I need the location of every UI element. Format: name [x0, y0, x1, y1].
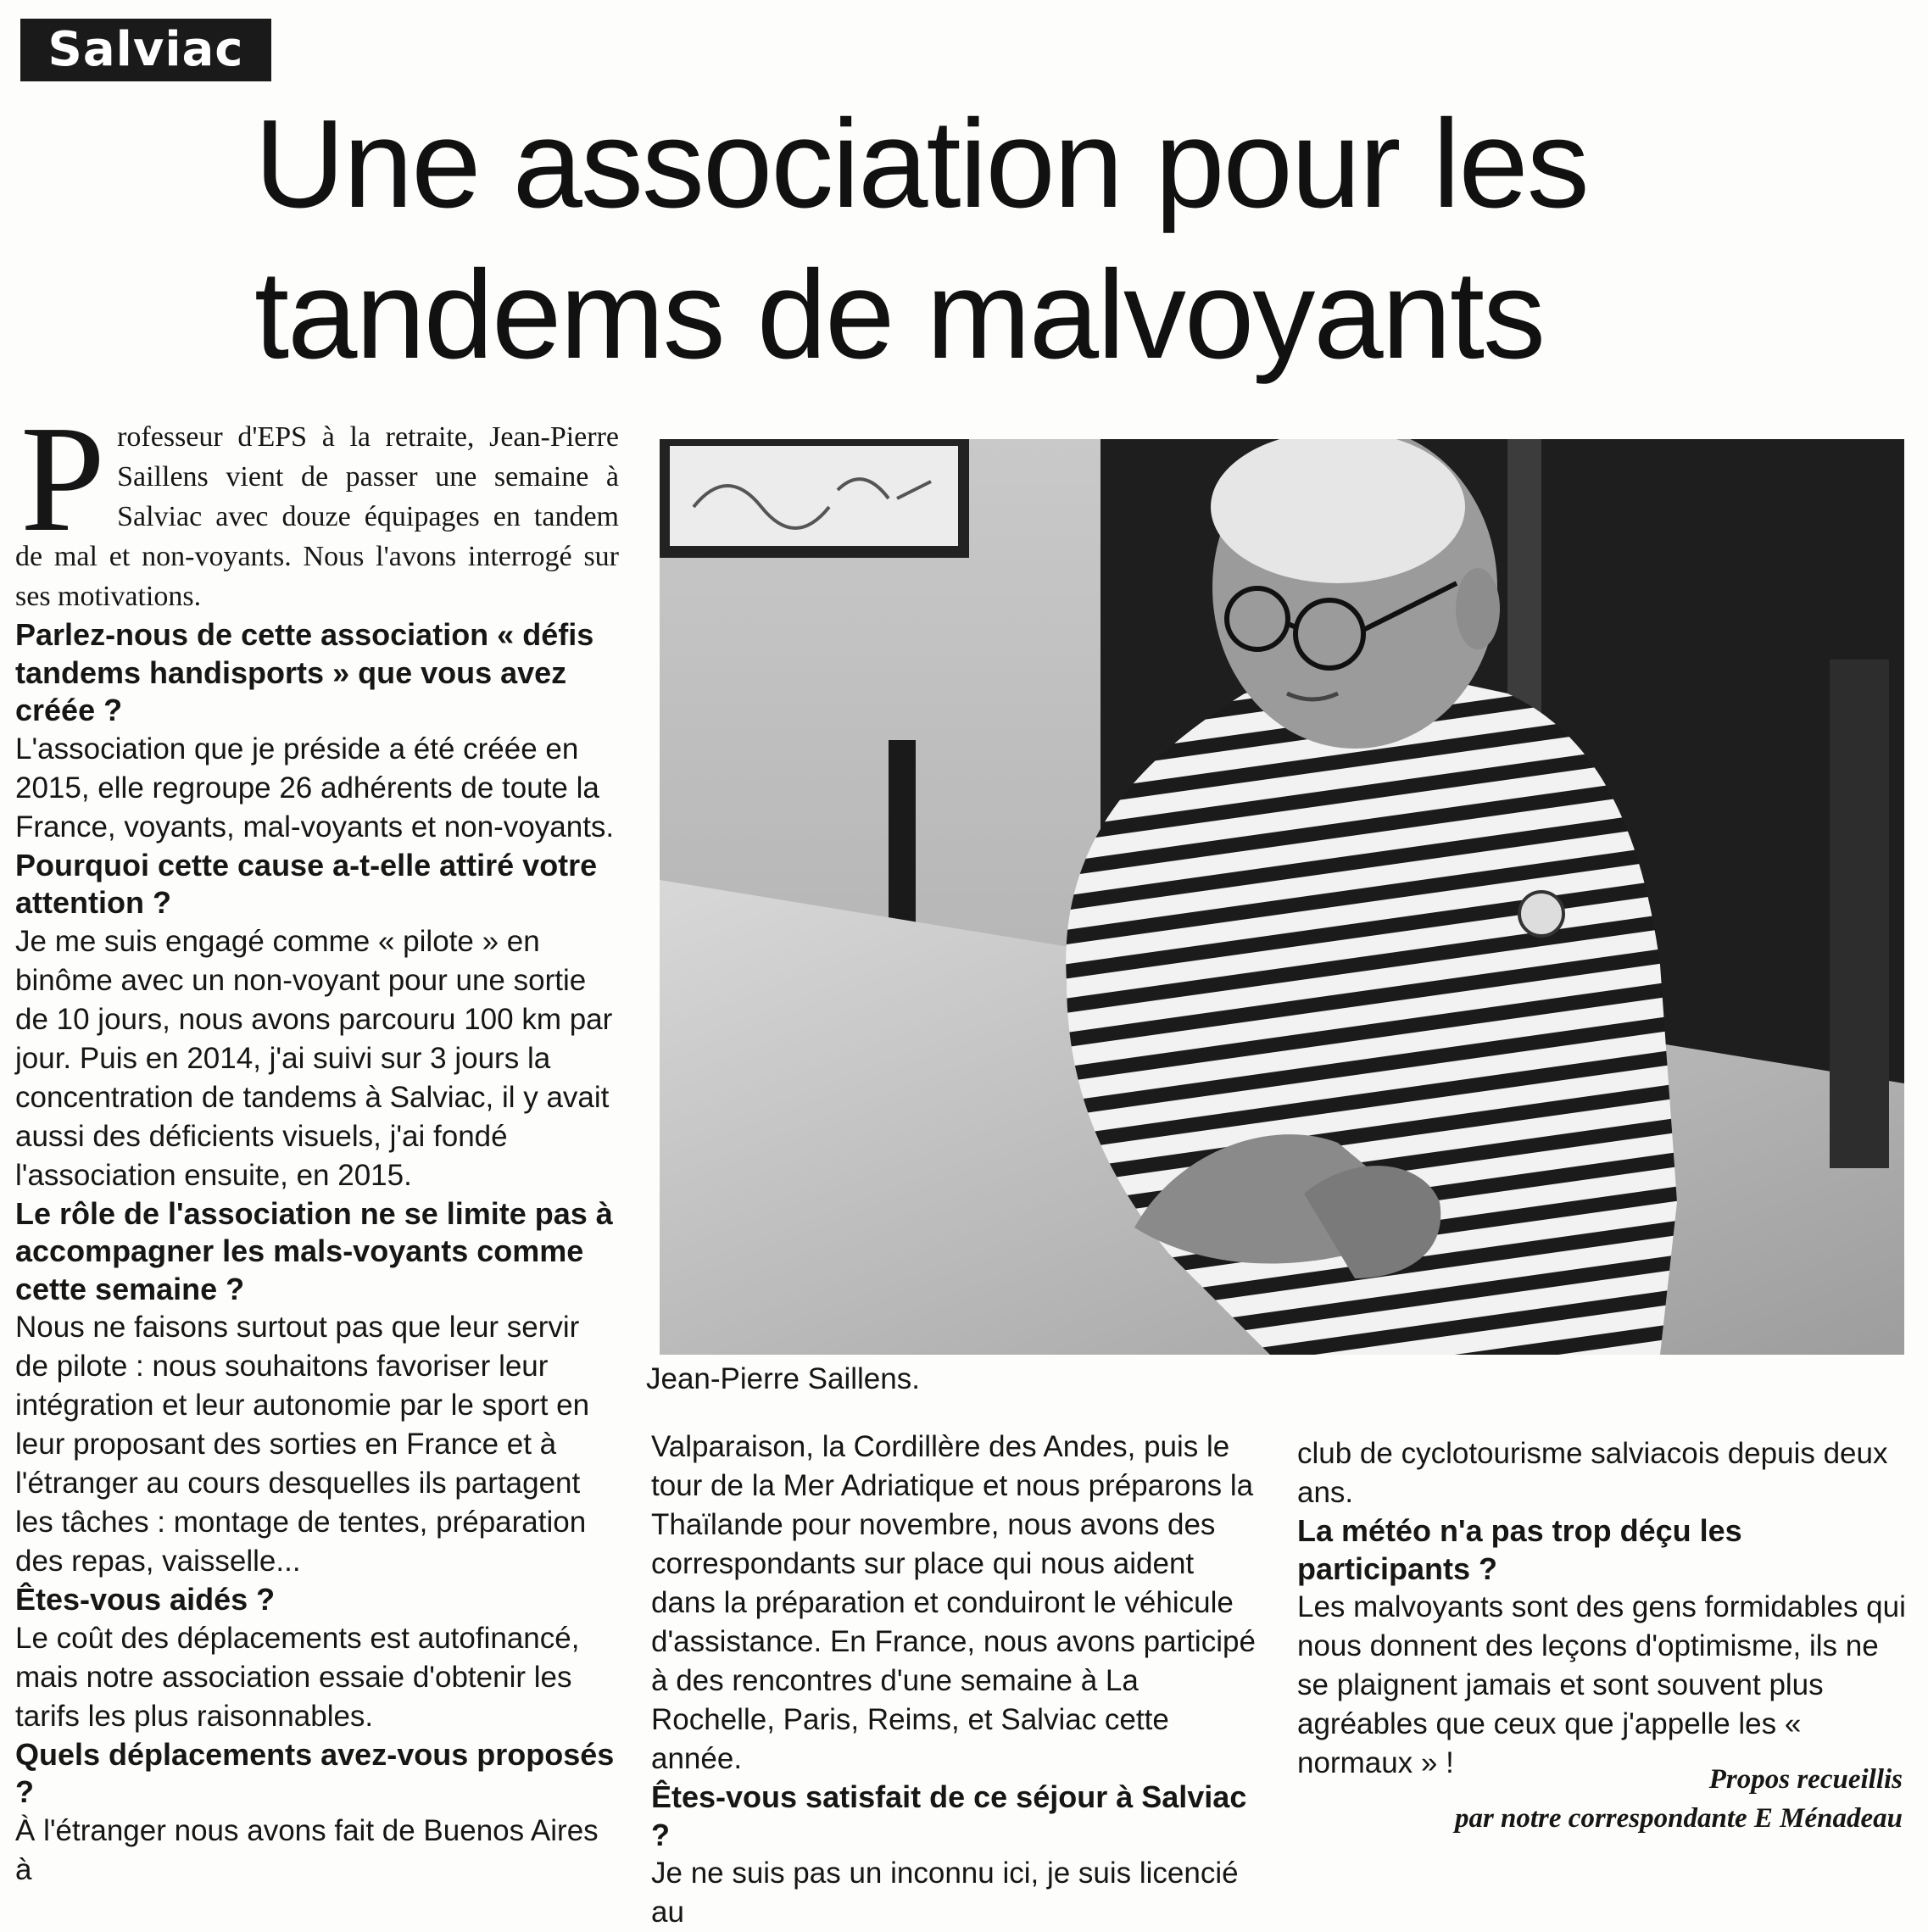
article-column-3: [1297, 1434, 1909, 1783]
headline-line-2: tandems de malvoyants: [254, 245, 1545, 385]
question-6: Êtes-vous satisfait de ce séjour à Salviac ?: [651, 1779, 1247, 1852]
answer-1: L'association que je préside a été créée en 2015, elle regroupe 26 adhérents de toute la France, voyants, mal-voyants et non-voyants.: [15, 732, 615, 844]
question-2: Pourquoi cette cause a-t-elle attiré votre attention ?: [15, 847, 598, 920]
portrait-illustration: [660, 439, 1904, 1355]
question-4: Êtes-vous aidés ?: [15, 1582, 276, 1617]
article-column-2: [651, 1428, 1257, 1932]
article-column-1: [15, 394, 619, 1890]
credit-line-2: par notre correspondante E Ménadeau: [1454, 1803, 1903, 1834]
answer-5-start: À l'étranger nous avons fait de Buenos Aires à: [15, 1813, 599, 1886]
headline-line-1: Une association pour les: [254, 94, 1588, 234]
headline: [254, 89, 1696, 391]
answer-4: Le coût des déplacements est autofinancé, mais notre association essaie d'obtenir les tarifs les plus raisonnables.: [15, 1621, 580, 1733]
answer-3: Nous ne faisons surtout pas que leur servir de pilote : nous souhaitons favoriser leur intégration et leur autonomie par le sport en leur proposant des sorties en France et à l'étranger au cours desquelles ils partagent les tâches : montage de tentes, préparation des repas, vaisselle...: [15, 1311, 590, 1578]
answer-6-continued: club de cyclotourisme salviacois depuis deux ans.: [1297, 1437, 1888, 1509]
byline-credit: [1455, 1760, 1903, 1838]
answer-7: Les malvoyants sont des gens formidables qui nous donnent des leçons d'optimisme, ils ne se plaignent jamais et sont souvent plus agréables que ceux que j'appelle les « normaux » !: [1297, 1590, 1906, 1779]
section-rubric: Salviac: [20, 19, 271, 81]
answer-6-start: Je ne suis pas un inconnu ici, je suis licencié au: [651, 1857, 1239, 1929]
question-1: Parlez-nous de cette association « défis tandems handisports » que vous avez créée ?: [15, 617, 594, 727]
drop-cap: P: [20, 394, 106, 563]
question-7: La météo n'a pas trop déçu les participants ?: [1297, 1513, 1742, 1586]
answer-2: Je me suis engagé comme « pilote » en binôme avec un non-voyant pour une sortie de 10 jours, nous avons parcouru 100 km par jour. Puis en 2014, j'ai suivi sur 3 jours la concentration de tandems à Salviac, il y avait aussi des déficients visuels, j'ai fondé l'association ensuite, en 2015.: [15, 924, 613, 1192]
question-5: Quels déplacements avez-vous proposés ?: [15, 1736, 615, 1809]
answer-5-continued: Valparaison, la Cordillère des Andes, puis le tour de la Mer Adriatique et nous préparons la Thaïlande pour novembre, nous avons des correspondants sur place qui nous aident dans la préparation et conduiront le véhicule d'assistance. En France, nous avons participé à des rencontres d'une semaine à La Rochelle, Paris, Reims, et Salviac cette année.: [651, 1430, 1256, 1775]
portrait-photo: [660, 439, 1904, 1355]
question-3: Le rôle de l'association ne se limite pas à accompagner les mals-voyants comme cette semaine ?: [15, 1195, 613, 1306]
lead-text: rofesseur d'EPS à la retraite, Jean-Pierre Saillens vient de passer une semaine à Salviac avec douze équipages en tandem de mal et non-voyants. Nous l'avons interrogé sur ses motivations.: [15, 421, 619, 612]
lead-paragraph: [15, 394, 619, 616]
photo-caption: Jean-Pierre Saillens.: [646, 1362, 920, 1395]
credit-line-1: Propos recueillis: [1708, 1764, 1903, 1795]
